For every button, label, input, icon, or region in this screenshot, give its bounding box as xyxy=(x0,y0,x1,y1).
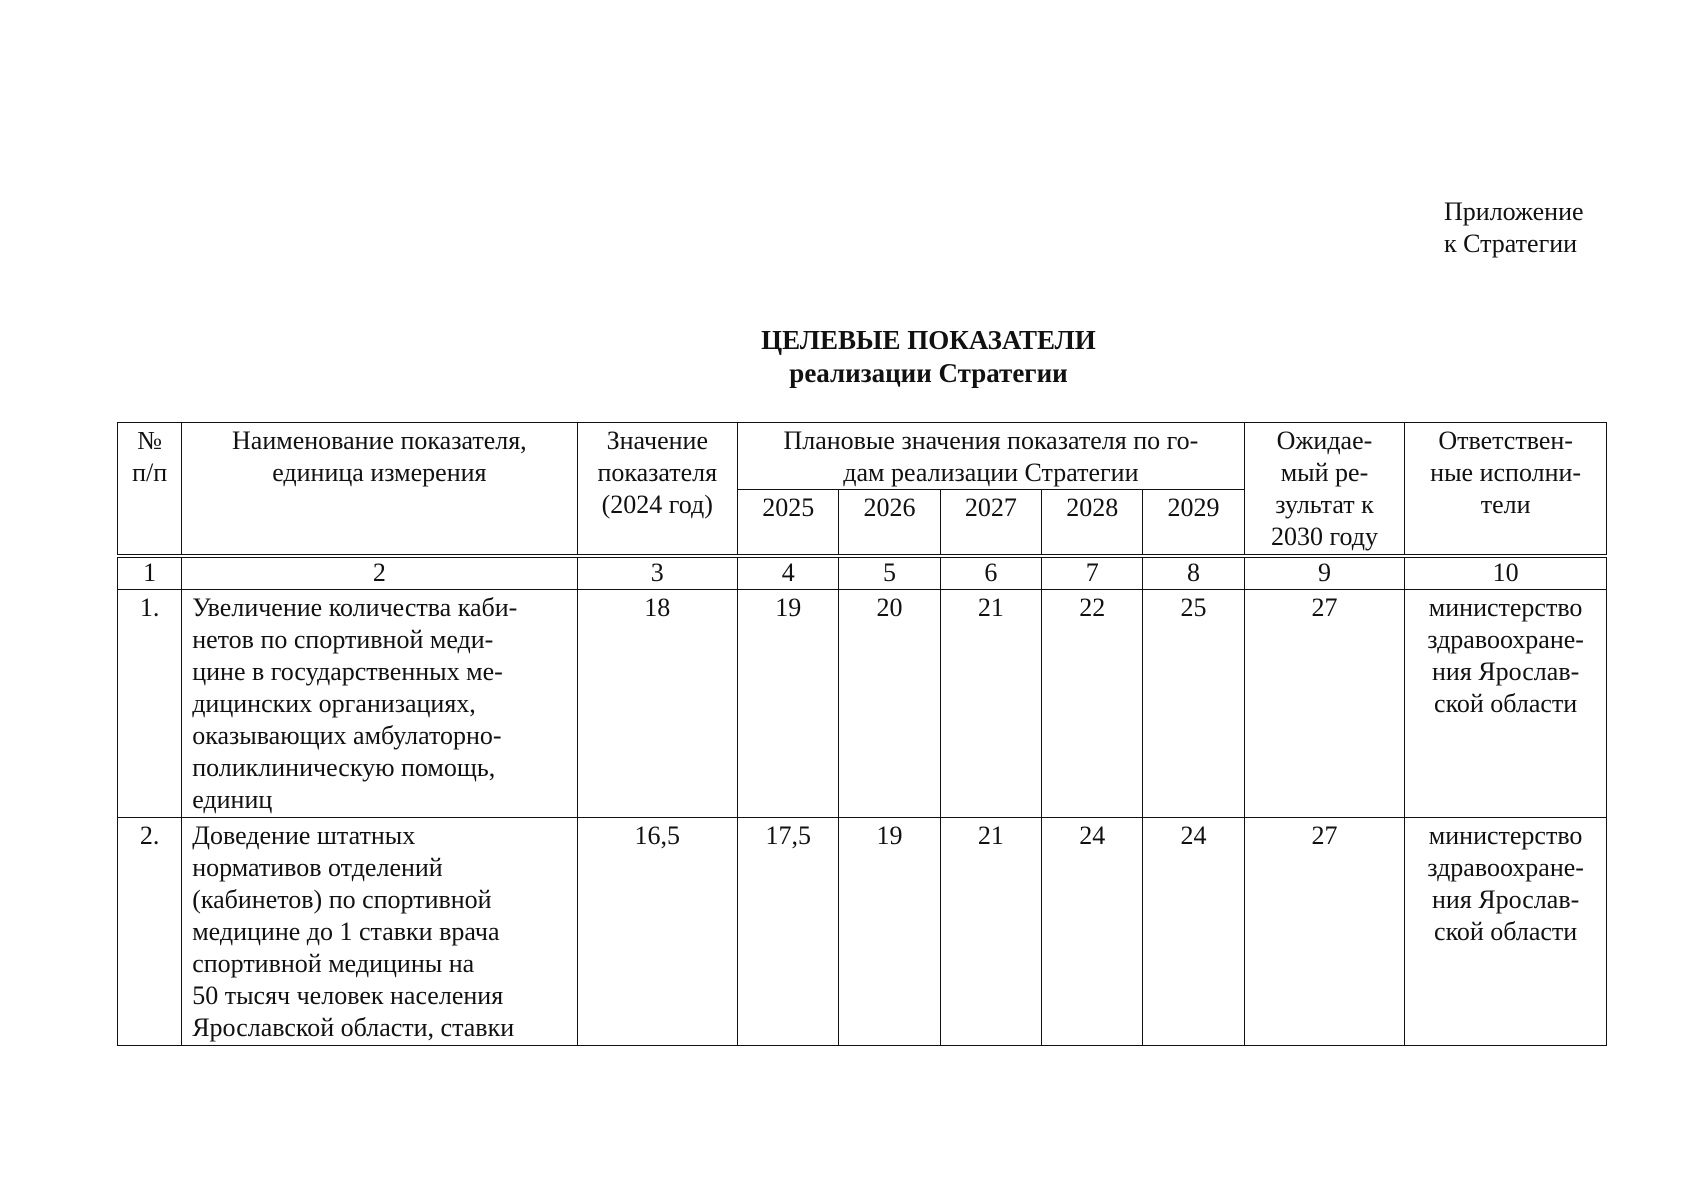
plan-value: 22 xyxy=(1042,590,1143,818)
appendix-line-2: к Стратегии xyxy=(1444,229,1578,258)
indicator-name xyxy=(182,818,577,1046)
header-base-value xyxy=(577,423,738,556)
plan-value: 24 xyxy=(1042,818,1143,1046)
header-year: 2026 xyxy=(839,490,940,556)
header-resp-line-2: ные исполни- xyxy=(1430,458,1582,487)
appendix-line-1: Приложение xyxy=(1444,197,1584,226)
header-expected-line-2: мый ре- xyxy=(1280,458,1369,487)
appendix-note xyxy=(1444,196,1584,260)
title-line-2: реализации Стратегии xyxy=(789,358,1068,388)
header-plan xyxy=(738,423,1245,490)
plan-value: 19 xyxy=(839,818,940,1046)
header-year: 2029 xyxy=(1143,490,1244,556)
plan-value: 25 xyxy=(1143,590,1244,818)
header-name-line-1: Наименование показателя, xyxy=(232,426,527,455)
responsible-line: ния Ярослав- xyxy=(1431,657,1580,686)
indicator-name-line: (кабинетов) по спортивной xyxy=(192,885,492,914)
responsible-line: здравоохране- xyxy=(1427,625,1584,654)
plan-value: 24 xyxy=(1143,818,1244,1046)
header-expected-line-4: 2030 году xyxy=(1270,522,1378,551)
header-row-1 xyxy=(118,423,1607,490)
indicator-name-line: нетов по спортивной меди- xyxy=(192,625,494,654)
header-year: 2027 xyxy=(940,490,1041,556)
base-value: 18 xyxy=(577,590,738,818)
responsible-line: ния Ярослав- xyxy=(1431,885,1580,914)
header-name xyxy=(182,423,577,556)
base-value: 16,5 xyxy=(577,818,738,1046)
responsible-line: здравоохране- xyxy=(1427,853,1584,882)
responsible-line: ской области xyxy=(1434,917,1578,946)
indicator-name-line: оказывающих амбулаторно- xyxy=(192,721,502,750)
header-year: 2025 xyxy=(738,490,839,556)
responsible xyxy=(1405,818,1607,1046)
indicator-name-line: медицине до 1 ставки врача xyxy=(192,917,500,946)
header-resp-line-1: Ответствен- xyxy=(1438,426,1573,455)
expected-value: 27 xyxy=(1244,590,1405,818)
column-number: 4 xyxy=(738,556,839,590)
header-base-line-1: Значение xyxy=(606,426,708,455)
column-number: 10 xyxy=(1405,556,1607,590)
indicator-name-line: поликлиническую помощь, xyxy=(192,753,496,782)
column-number: 3 xyxy=(577,556,738,590)
column-number: 5 xyxy=(839,556,940,590)
header-base-line-3: (2024 год) xyxy=(601,490,713,519)
responsible-line: министерство xyxy=(1428,593,1583,622)
row-number: 2. xyxy=(118,818,182,1046)
column-number: 8 xyxy=(1143,556,1244,590)
indicator-name-line: единиц xyxy=(192,785,273,814)
indicator-name xyxy=(182,590,577,818)
header-base-line-2: показателя xyxy=(597,458,718,487)
title-line-1: ЦЕЛЕВЫЕ ПОКАЗАТЕЛИ xyxy=(761,325,1096,355)
table-row xyxy=(118,818,1607,1046)
indicator-name-line: нормативов отделений xyxy=(192,853,443,882)
plan-value: 17,5 xyxy=(738,818,839,1046)
column-number: 2 xyxy=(182,556,577,590)
header-responsible xyxy=(1405,423,1607,556)
responsible xyxy=(1405,590,1607,818)
column-number: 1 xyxy=(118,556,182,590)
plan-value: 21 xyxy=(940,818,1041,1046)
responsible-line: министерство xyxy=(1428,821,1583,850)
column-number: 9 xyxy=(1244,556,1405,590)
indicator-name-line: Ярославской области, ставки xyxy=(192,1013,515,1042)
document-title xyxy=(0,324,1697,390)
responsible-line: ской области xyxy=(1434,689,1578,718)
row-number: 1. xyxy=(118,590,182,818)
expected-value: 27 xyxy=(1244,818,1405,1046)
indicators-table xyxy=(117,422,1607,1046)
header-num-line-1: № xyxy=(137,426,162,455)
indicator-name-line: Увеличение количества каби- xyxy=(192,593,518,622)
column-number: 7 xyxy=(1042,556,1143,590)
column-number: 6 xyxy=(940,556,1041,590)
header-year: 2028 xyxy=(1042,490,1143,556)
header-num-line-2: п/п xyxy=(132,458,168,487)
header-expected xyxy=(1244,423,1405,556)
indicator-name-line: 50 тысяч человек населения xyxy=(192,981,504,1010)
header-num xyxy=(118,423,182,556)
plan-value: 21 xyxy=(940,590,1041,818)
plan-value: 19 xyxy=(738,590,839,818)
header-plan-line-1: Плановые значения показателя по го- xyxy=(783,426,1199,455)
header-expected-line-3: зультат к xyxy=(1275,490,1374,519)
plan-value: 20 xyxy=(839,590,940,818)
indicator-name-line: цине в государственных ме- xyxy=(192,657,503,686)
column-number-row xyxy=(118,556,1607,590)
indicator-name-line: спортивной медицины на xyxy=(192,949,475,978)
table-row xyxy=(118,590,1607,818)
header-plan-line-2: дам реализации Стратегии xyxy=(843,458,1139,487)
indicator-name-line: дицинских организациях, xyxy=(192,689,476,718)
header-name-line-2: единица измерения xyxy=(272,458,487,487)
header-expected-line-1: Ожидае- xyxy=(1276,426,1373,455)
indicator-name-line: Доведение штатных xyxy=(192,821,416,850)
header-resp-line-3: тели xyxy=(1480,490,1531,519)
